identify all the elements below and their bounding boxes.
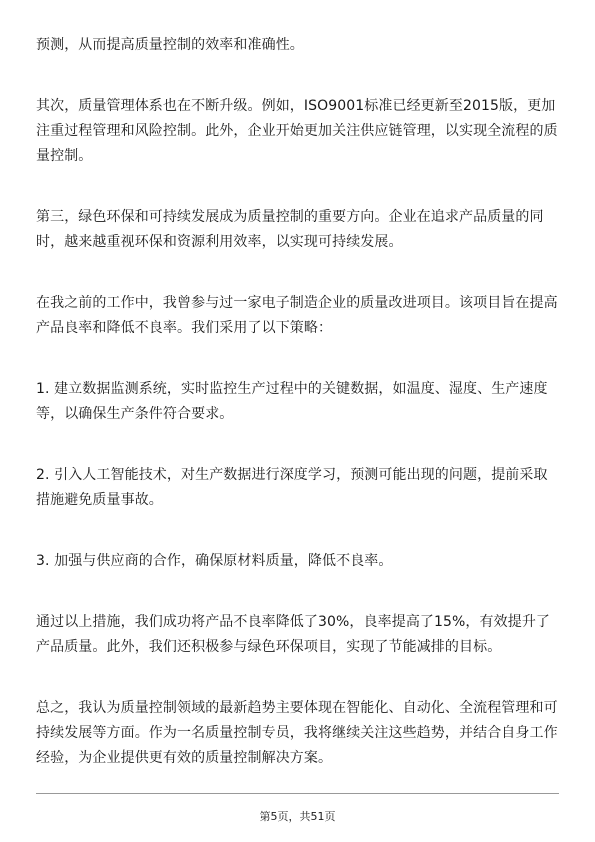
paragraph-green-sustainability: 第三，绿色环保和可持续发展成为质量控制的重要方向。企业在追求产品质量的同时，越来越重视环保和资源利用效率，以实现可持续发展。 <box>36 209 544 250</box>
paragraph-quality-system: 其次，质量管理体系也在不断升级。例如，ISO9001标准已经更新至2015版，更加注重过程管理和风险控制。此外，企业开始更加关注供应链管理，以实现全流程的质量控制。 <box>36 98 558 164</box>
paragraph-strategy-1: 1. 建立数据监测系统，实时监控生产过程中的关键数据，如温度、湿度、生产速度等，以确保生产条件符合要求。 <box>36 381 548 422</box>
paragraph-results: 通过以上措施，我们成功将产品不良率降低了30%，良率提高了15%，有效提升了产品质量。此外，我们还积极参与绿色环保项目，实现了节能减排的目标。 <box>36 614 551 655</box>
paragraph-strategy-3: 3. 加强与供应商的合作，确保原材料质量，降低不良率。 <box>36 553 393 569</box>
paragraph-project-intro: 在我之前的工作中，我曾参与过一家电子制造企业的质量改进项目。该项目旨在提高产品良率和降低不良率。我们采用了以下策略： <box>36 295 558 336</box>
paragraph-strategy-2: 2. 引入人工智能技术，对生产数据进行深度学习，预测可能出现的问题，提前采取措施避免质量事故。 <box>36 467 548 508</box>
paragraph-continuation: 预测，从而提高质量控制的效率和准确性。 <box>36 37 304 53</box>
footer-divider <box>36 793 559 794</box>
paragraph-conclusion: 总之，我认为质量控制领域的最新趋势主要体现在智能化、自动化、全流程管理和可持续发展等方面。作为一名质量控制专员，我将继续关注这些趋势，并结合自身工作经验，为企业提供更有效的质量控制解决方案。 <box>36 700 558 766</box>
page-number: 第5页，共51页 <box>259 810 336 823</box>
document-body <box>36 33 559 771</box>
